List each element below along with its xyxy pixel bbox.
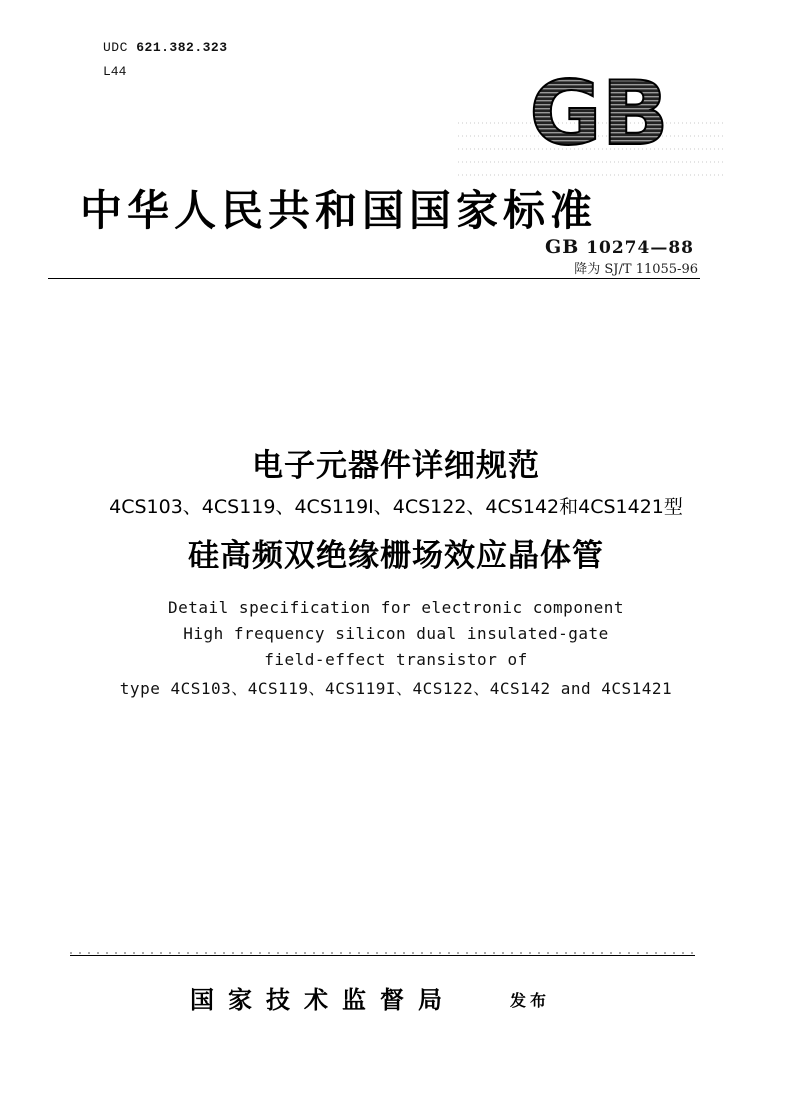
footer-divider-texture [70,952,695,954]
title-en-line4: type 4CS103、4CS119、4CS119I、4CS122、4CS142 and 4CS1421 [119,679,673,698]
gb-logo [524,72,674,152]
gb-logo-text: GB [529,72,669,152]
replaced-by-note: 降为 SJ/T 11055-96 [574,262,698,277]
standard-prefix: GB [544,236,580,258]
udc-label: UDC [103,40,128,55]
header-divider [48,278,700,279]
footer-divider [70,955,695,956]
classification-code: L44 [103,64,127,79]
publisher-name: 国家技术监督局 [190,986,456,1014]
title-en-line2: High frequency silicon dual insulated-gate [183,624,609,643]
title-en-line3: field-effect transistor of [264,650,528,669]
title-cn-line1: 电子元器件详细规范 [252,448,540,484]
standard-code [545,236,694,258]
publish-label: 发布 [510,991,551,1010]
standard-number: 10274—88 [586,238,694,258]
udc-number: 621.382.323 [136,40,228,55]
udc-code [103,40,228,55]
title-cn-models: 4CS103、4CS119、4CS119I、4CS122、4CS142和4CS1421型 [109,496,683,518]
national-standard-title: 中华人民共和国国家标准 [80,186,598,235]
title-en-line1: Detail specification for electronic component [168,598,624,617]
title-cn-line3: 硅高频双绝缘栅场效应晶体管 [188,538,604,574]
